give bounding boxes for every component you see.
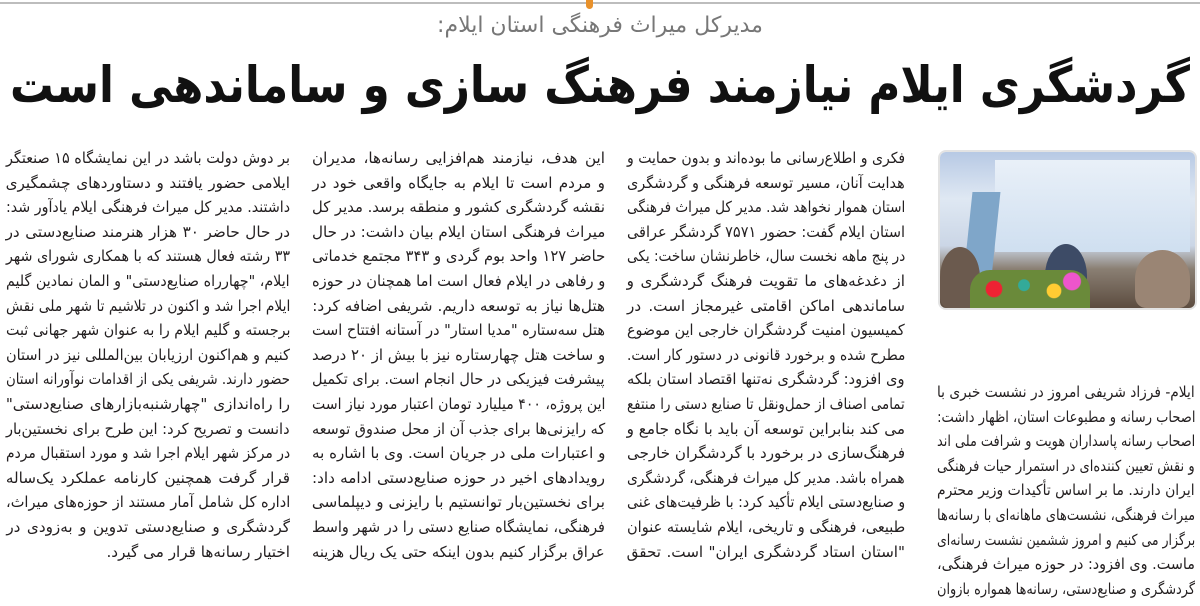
text-line-row: [627, 171, 905, 196]
text-line: کمیسیون امنیت گردشگران خارجی این موضوع: [627, 321, 905, 340]
text-line: بر دوش دولت باشد در این نمایشگاه ۱۵ صنعتگر: [5, 149, 290, 167]
text-line: ایلام اجرا شد و اکنون در تلاشیم تا شهر ملی نقش: [5, 296, 290, 315]
text-line: رویدادهای اخیر در حوزه صنایع‌دستی ادامه داد:: [311, 468, 605, 487]
text-line: تمامی اصناف از حمل‌ونقل تا صنایع دستی را منتفع: [627, 394, 905, 413]
text-line-row: [627, 269, 905, 294]
text-line: که رایزنی‌ها برای جذب آن از محل صندوق توسعه: [311, 419, 605, 438]
text-line: مطرح شده و برخورد قانونی در دستور کار است.: [626, 345, 905, 364]
text-line-row: [312, 515, 605, 540]
text-line: هدایت آنان، مسیر توسعه فرهنگی و گردشگری: [627, 173, 905, 192]
text-line-row: [6, 490, 290, 515]
text-line-row: [312, 294, 605, 319]
text-line-row: [312, 540, 605, 565]
text-line-row: [627, 367, 905, 392]
text-line: فکری و اطلاع‌رسانی ما بوده‌اند و بدون حمایت و: [626, 149, 905, 167]
text-line: کنیم و هم‌اکنون ارزیابان بین‌المللی نیز در استان: [6, 345, 290, 364]
press-conference-photo: [940, 152, 1195, 308]
text-line-row: [312, 318, 605, 343]
text-line-row: [6, 269, 290, 294]
article-subtitle: مدیرکل میراث فرهنگی استان ایلام:: [437, 13, 763, 38]
text-line: ۳۳ رشته فعال هستند که با همکاری شورای شهر: [5, 247, 290, 266]
text-line-row: [6, 441, 290, 466]
text-line-row: [312, 392, 605, 417]
text-line: عراق برگزار کنیم بدون اینکه حتی یک ریال هزینه: [312, 542, 605, 561]
article-column-4: [6, 146, 290, 564]
text-line: فرهنگ‌سازی در برخورد با گردشگران خارجی: [626, 444, 905, 463]
text-line-row: [6, 392, 290, 417]
text-line-row: [312, 343, 605, 368]
text-line-row: [627, 318, 905, 343]
headline-row: [0, 54, 1200, 118]
text-line: وی افزود: گردشگری نه‌تنها اقتصاد استان بلکه: [627, 370, 905, 389]
article-column-3: [312, 146, 605, 564]
text-line-row: [627, 466, 905, 491]
text-line-row: [312, 466, 605, 491]
text-line: برگزار می کنیم و امروز ششمین نشست رسانه‌ای: [936, 530, 1195, 549]
text-line-row: [312, 220, 605, 245]
text-line-row: [627, 441, 905, 466]
text-line-row: [937, 454, 1195, 479]
text-line: ماست. وی افزود: در حوزه میراث فرهنگی،: [937, 555, 1195, 574]
text-line-row: [627, 220, 905, 245]
text-line: اصحاب رسانه و مطبوعات استان، اظهار داشت:: [936, 407, 1195, 426]
text-line-row: [627, 540, 905, 565]
text-line-row: [6, 195, 290, 220]
article-column-1: [937, 380, 1195, 601]
text-line-row: [6, 146, 290, 171]
text-line-row: [312, 490, 605, 515]
text-line: استان ایلام گفت: حضور ۷۵۷۱ گردشگر عراقی: [627, 222, 905, 241]
text-line-row: [627, 244, 905, 269]
text-line: این پروژه، ۴۰۰ میلیارد تومان اعتبار مورد نیاز است: [311, 394, 605, 413]
text-line: می کند بنابراین توسعه آن باید با نگاه جامع و: [626, 419, 905, 438]
text-line-row: [627, 343, 905, 368]
text-line: گردشگری و صنایع‌دستی، رسانه‌ها همواره بازوان: [936, 579, 1195, 598]
text-line-row: [6, 220, 290, 245]
text-line-row: [937, 405, 1195, 430]
text-line: حضور دارند. شریفی یکی از اقدامات نوآورانه استان: [6, 370, 290, 389]
text-line-row: [627, 195, 905, 220]
text-line-row: [627, 392, 905, 417]
text-line-row: [627, 417, 905, 442]
text-line: اختیار رسانه‌ها قرار می گیرد.: [106, 542, 290, 561]
photo-flowers: [970, 270, 1090, 308]
text-line: هتل سه‌ستاره "مدیا استار" در آستانه افتتاح است: [312, 321, 605, 340]
text-line-row: [312, 367, 605, 392]
text-line: و ساخت هتل چهارستاره نیز با بیش از ۲۰ درصد: [311, 345, 605, 364]
text-line-row: [937, 552, 1195, 577]
text-line-row: [937, 380, 1195, 405]
subtitle-row: [0, 12, 1200, 42]
text-line: ایران دارند. ما بر اساس تأکیدات وزیر محترم: [937, 481, 1195, 500]
article-headline: گردشگری ایلام نیازمند فرهنگ سازی و ساماندهی است: [10, 56, 1190, 114]
text-line-row: [627, 294, 905, 319]
text-line-row: [312, 171, 605, 196]
text-line: برای نخستین‌بار توانستیم با رایزنی و دیپلماسی: [311, 493, 605, 512]
article-column-2: [627, 146, 905, 564]
text-line: از دغدغه‌های ما تقویت فرهنگ گردشگری و: [626, 271, 905, 290]
text-line: و صنایع‌دستی ایلام تأکید کرد: با ظرفیت‌های غنی: [626, 493, 905, 512]
text-line-row: [312, 441, 605, 466]
text-line-row: [627, 515, 905, 540]
text-line: همراه باشد. مدیر کل میراث فرهنگی، گردشگری: [627, 468, 905, 487]
text-line-row: [6, 171, 290, 196]
text-line: و نقش تعیین کننده‌ای در استمرار حیات فرهنگی: [937, 456, 1195, 475]
text-line-row: [312, 269, 605, 294]
text-line: ایلام- فرزاد شریفی امروز در نشست خبری با: [937, 383, 1195, 401]
text-line: برجسته و گلیم ایلام را به عنوان شهر جهانی ثبت: [5, 321, 290, 340]
text-line: پیشرفت فیزیکی در حال انجام است. برای تکمیل: [312, 370, 605, 389]
text-line-row: [627, 146, 905, 171]
text-line: و مردم است تا ایلام به جایگاه واقعی خود در: [312, 173, 605, 192]
text-line-row: [937, 577, 1195, 602]
text-line-row: [6, 367, 290, 392]
text-line: نقشه گردشگری کشور و منطقه برسد. مدیر کل: [311, 198, 605, 217]
text-line: ایلامی حضور یافتند و دستاوردهای چشمگیری: [5, 173, 290, 192]
text-line-row: [312, 195, 605, 220]
top-rule: [0, 2, 1200, 4]
text-line-row: [312, 244, 605, 269]
text-line: میراث فرهنگی، نشست‌های ماهانه‌ای با رسانه‌ها: [936, 505, 1195, 524]
text-line: دانست و تصریح کرد: این طرح برای نخستین‌بار: [6, 419, 290, 438]
text-line-row: [937, 478, 1195, 503]
text-line: در پنج ماهه نخست سال، خاطرنشان ساخت: یکی: [626, 247, 905, 266]
text-line: در مرکز شهر ایلام اجرا شد و مورد استقبال مردم: [5, 444, 290, 463]
text-line: هتل‌ها نیاز به توسعه داریم. شریفی اضافه کرد:: [312, 296, 605, 315]
text-line: ساماندهی اماکن اقامتی غیرمجاز است. در: [627, 296, 905, 315]
text-line: اصحاب رسانه پاسداران هویت و شرافت ملی اند: [936, 432, 1195, 451]
text-line: قرار گرفت همچنین کارنامه عملکرد یک‌ساله: [5, 468, 290, 487]
text-line: در حال حاضر ۳۰ هزار هنرمند صنایع‌دستی در: [5, 222, 290, 241]
text-line-row: [937, 528, 1195, 553]
text-line: طبیعی، فرهنگی و تاریخی، ایلام شایسته عنوان: [626, 517, 905, 536]
text-line: استان هموار نخواهد شد. مدیر کل میراث فرهنگی: [626, 198, 905, 217]
text-line-row: [937, 429, 1195, 454]
text-line: فرهنگی، نمایشگاه صنایع دستی را در شهر واسط: [312, 517, 605, 536]
text-line-row: [6, 294, 290, 319]
text-line-row: [6, 343, 290, 368]
text-line: اداره کل شامل آمار مستند از حوزه‌های میراث،: [5, 493, 290, 512]
text-line: گردشگری و صنایع‌دستی تدوین و به‌زودی در: [6, 517, 290, 536]
photo-person-right: [1135, 250, 1190, 308]
text-line-row: [937, 503, 1195, 528]
text-line-row: [6, 466, 290, 491]
text-line-row: [6, 515, 290, 540]
text-line-row: [312, 146, 605, 171]
text-line-row: [6, 417, 290, 442]
text-line: و رفاهی در ایلام فعال است اما همچنان در حوزه: [311, 271, 605, 290]
text-line: میراث فرهنگی استان ایلام بیان داشت: در حال: [311, 222, 605, 241]
text-line-row: [6, 244, 290, 269]
text-line-row: [6, 540, 290, 565]
text-line: را راه‌اندازی "چهارشنبه‌بازارهای صنایع‌دستی": [5, 394, 290, 413]
text-line: ایلام، "چهارراه صنایع‌دستی" و المان نمادین گلیم: [6, 271, 290, 290]
text-line: حاضر ۱۲۷ واحد بوم گردی و ۳۴۳ مجتمع خدماتی: [311, 247, 605, 266]
text-line: و اعتبارات ملی در جریان است. وی با اشاره به: [311, 444, 605, 463]
text-line-row: [627, 490, 905, 515]
text-line: داشتند. مدیر کل میراث فرهنگی ایلام یادآور شد:: [5, 198, 290, 217]
accent-marker: [586, 0, 593, 9]
text-line-row: [6, 318, 290, 343]
text-line-row: [312, 417, 605, 442]
text-line: "استان استاد گردشگری ایران" است. تحقق: [626, 542, 905, 561]
text-line: این هدف، نیازمند هم‌افزایی رسانه‌ها، مدیران: [312, 149, 605, 167]
photo-banner: [995, 160, 1190, 252]
